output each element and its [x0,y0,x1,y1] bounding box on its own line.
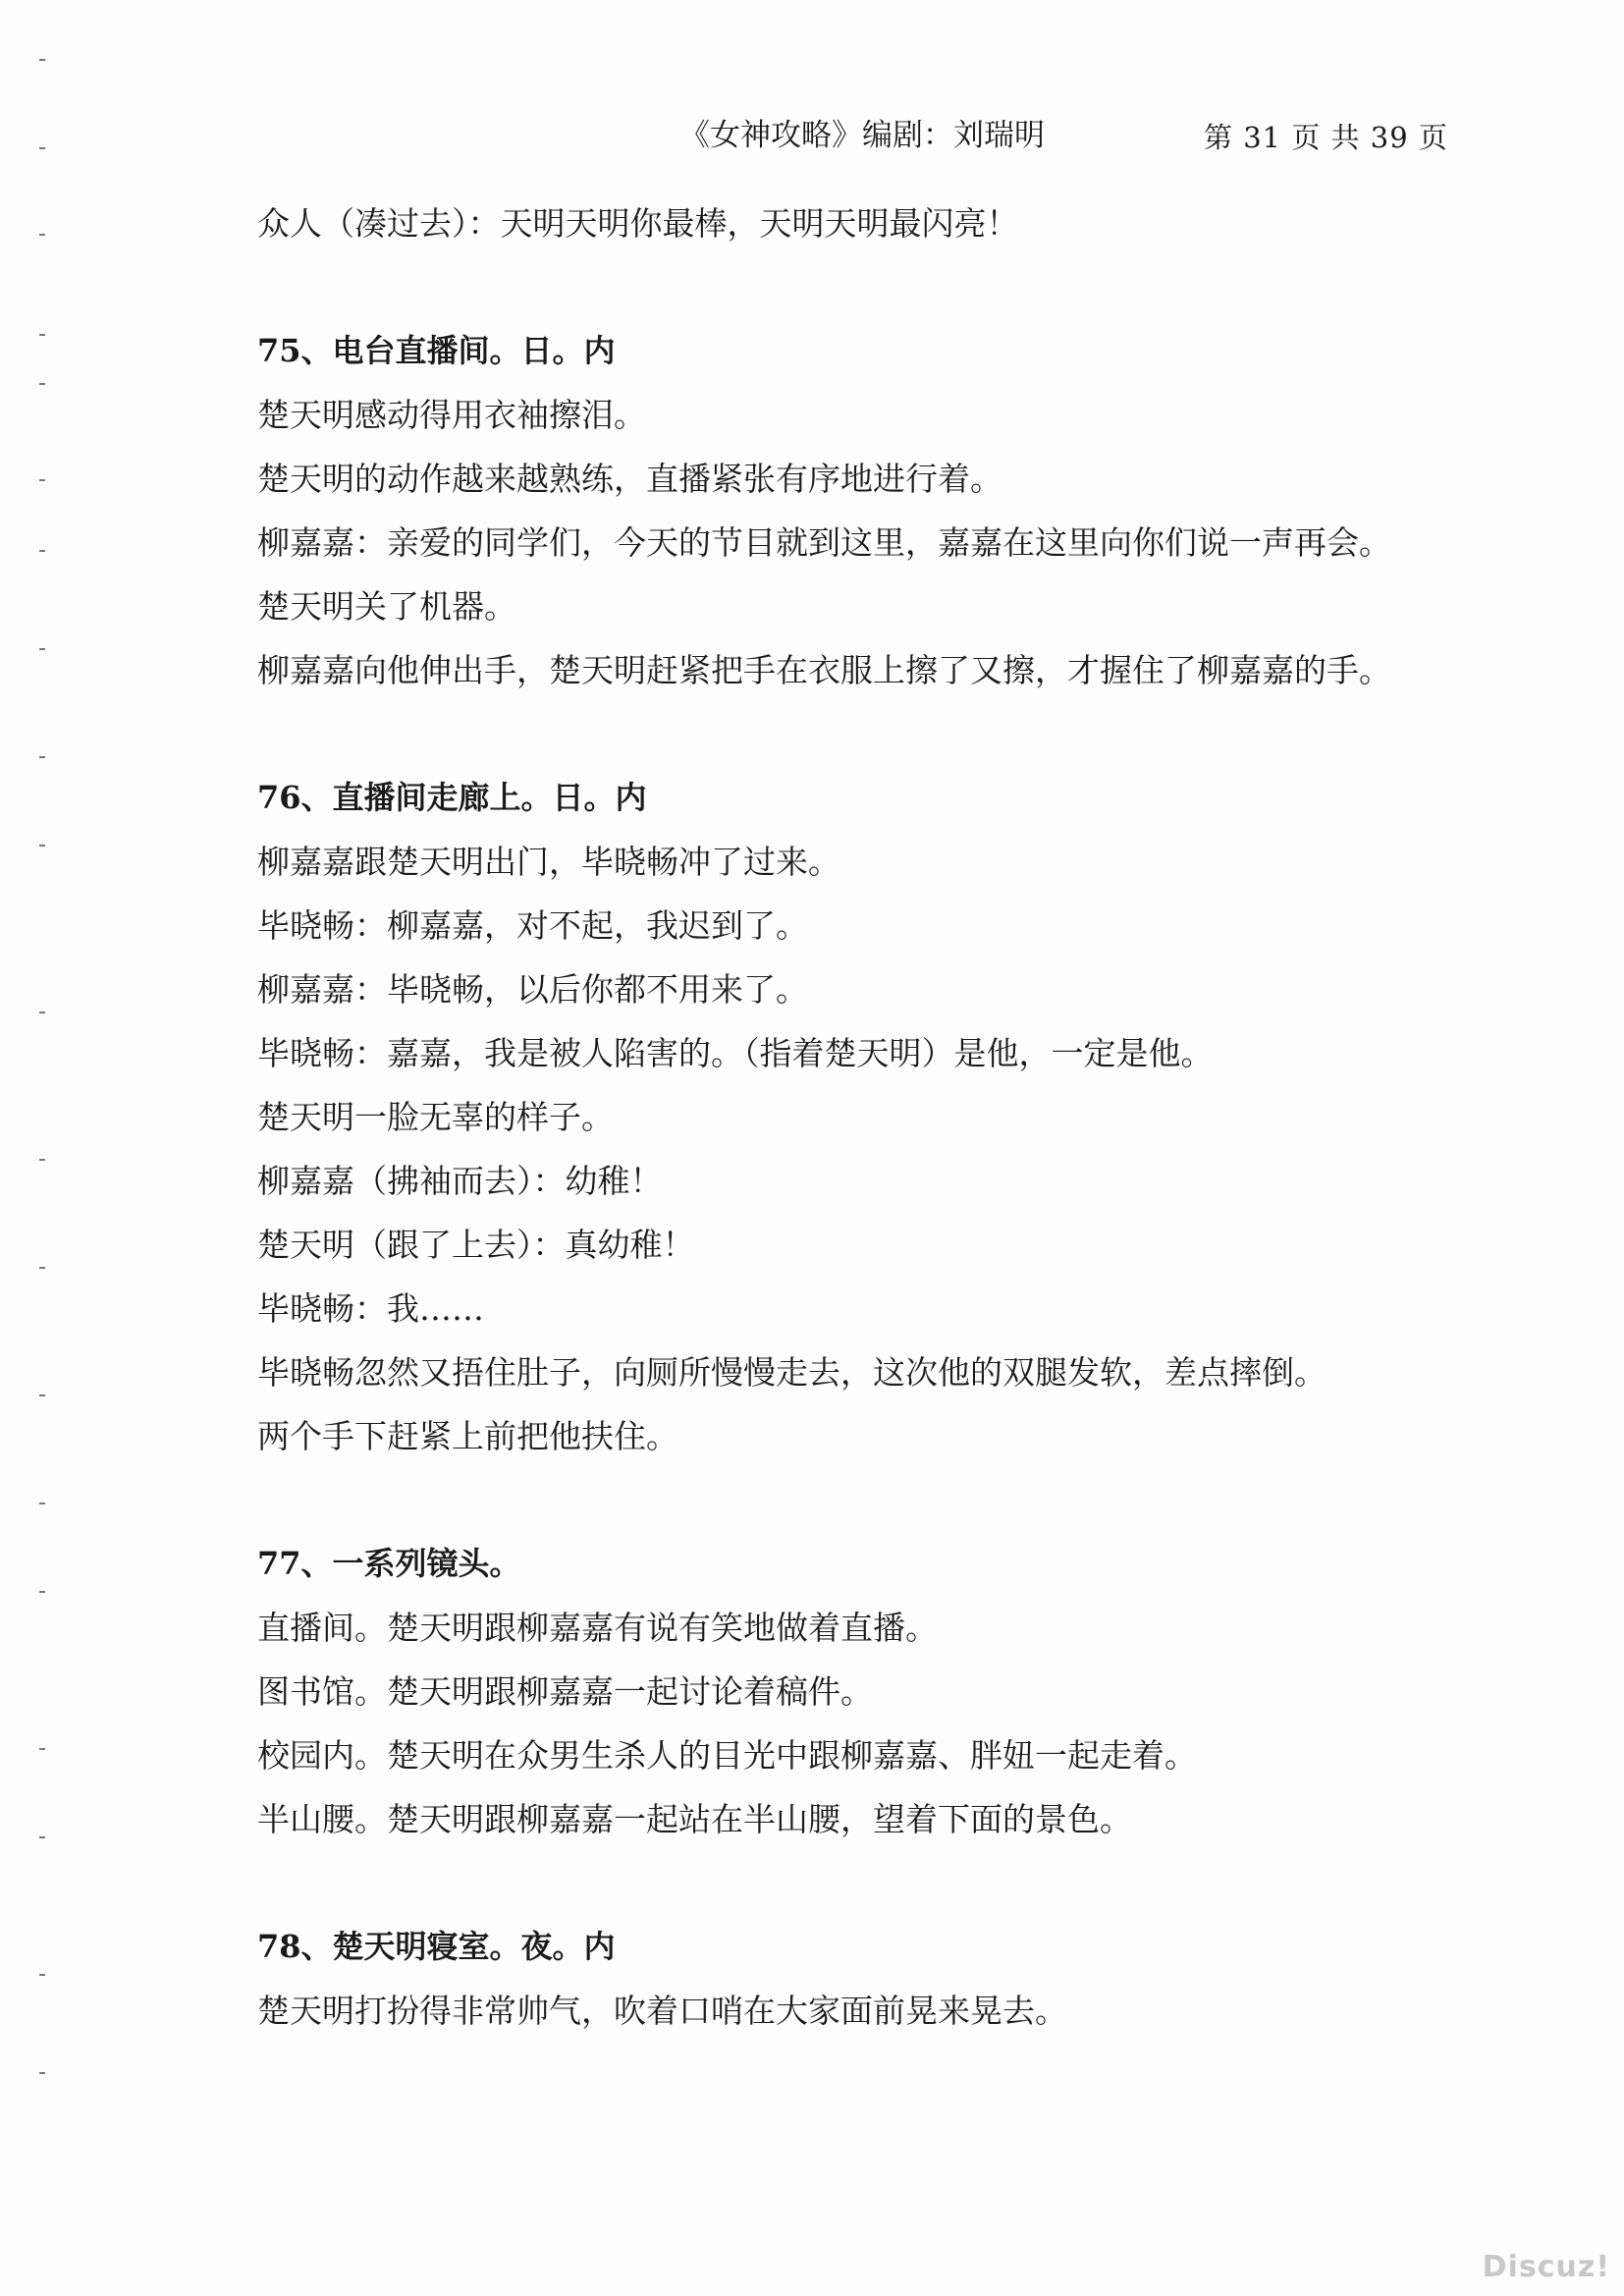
script-line: 两个手下赶紧上前把他扶住。 [257,1417,678,1455]
scene-77 [257,1532,1435,1851]
script-line: 柳嘉嘉向他伸出手，楚天明赶紧把手在衣服上擦了又擦，才握住了柳嘉嘉的手。 [257,651,1391,689]
scan-speck [39,1974,45,1976]
scan-speck [39,1503,45,1504]
scan-speck [39,1159,45,1161]
dialogue-line: 众人（凑过去）：天明天明你最棒，天明天明最闪亮！ [257,204,1019,243]
scan-speck [39,1836,45,1838]
scene-heading: 78、楚天明寝室。夜。内 [257,1928,616,1965]
script-line: 柳嘉嘉：亲爱的同学们，今天的节目就到这里，嘉嘉在这里向你们说一声再会。 [257,523,1391,562]
scan-speck [39,1011,45,1013]
scan-speck [39,1748,45,1750]
script-line: 楚天明感动得用衣袖擦泪。 [257,396,646,434]
script-line: 楚天明的动作越来越熟练，直播紧张有序地进行着。 [257,460,1002,498]
scan-speck [39,1591,45,1593]
scan-speck [39,147,45,149]
script-line: 直播间。楚天明跟柳嘉嘉有说有笑地做着直播。 [257,1609,938,1647]
scan-speck [39,1394,45,1396]
scan-speck [39,334,45,336]
scan-speck [39,59,45,61]
scan-speck [39,756,45,758]
script-line: 楚天明（跟了上去）：真幼稚！ [257,1226,695,1264]
scene-78 [257,1915,1435,2043]
scan-speck [39,479,45,481]
script-line: 半山腰。楚天明跟柳嘉嘉一起站在半山腰，望着下面的景色。 [257,1800,1132,1838]
document-title: 《女神攻略》编剧：刘瑞明 [679,118,1045,153]
script-line: 图书馆。楚天明跟柳嘉嘉一起讨论着稿件。 [257,1672,873,1711]
page-number: 第 31 页 共 39 页 [1204,121,1448,154]
scan-speck [39,2072,45,2074]
script-line: 柳嘉嘉：毕晓畅，以后你都不用来了。 [257,970,808,1009]
scan-speck [39,648,45,650]
scene-76 [257,766,1435,1468]
scan-speck [39,383,45,385]
scan-speck [39,1267,45,1269]
forum-watermark: Discuz! [1482,2250,1610,2284]
script-line: 毕晓畅：柳嘉嘉，对不起，我迟到了。 [257,906,808,945]
script-line: 柳嘉嘉跟楚天明出门，毕晓畅冲了过来。 [257,843,840,881]
script-line: 毕晓畅忽然又捂住肚子，向厕所慢慢走去，这次他的双腿发软，差点摔倒。 [257,1353,1326,1392]
scan-speck [39,234,45,236]
script-line: 毕晓畅：我…… [257,1289,484,1328]
scene-heading: 76、直播间走廊上。日。内 [257,779,647,816]
script-line: 毕晓畅：嘉嘉，我是被人陷害的。（指着楚天明）是他，一定是他。 [257,1034,1214,1072]
script-line: 校园内。楚天明在众男生杀人的目光中跟柳嘉嘉、胖妞一起走着。 [257,1736,1197,1775]
scene-heading: 75、电台直播间。日。内 [257,332,616,369]
script-body [257,191,1435,2043]
scan-speck [39,845,45,847]
script-line: 楚天明打扮得非常帅气，吹着口哨在大家面前晃来晃去。 [257,1992,1067,2030]
script-line: 楚天明一脸无辜的样子。 [257,1098,614,1136]
scene-75 [257,319,1435,702]
scan-speck [39,550,45,552]
scene-heading: 77、一系列镜头。 [257,1545,521,1582]
script-line: 柳嘉嘉（拂袖而去）：幼稚！ [257,1162,663,1200]
script-line: 楚天明关了机器。 [257,587,516,626]
